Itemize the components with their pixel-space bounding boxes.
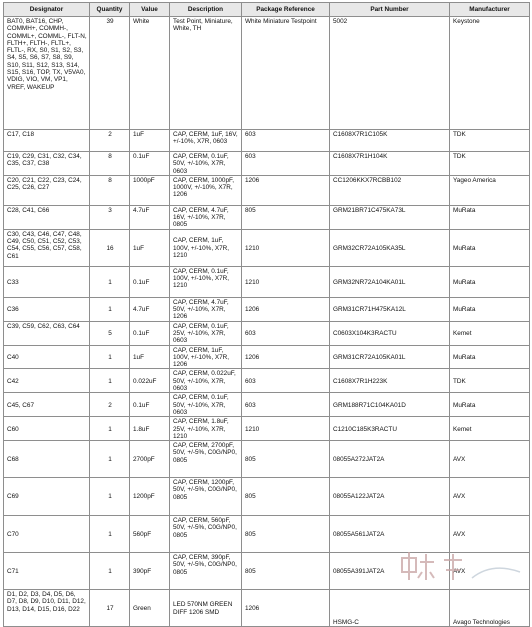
header-row <box>4 3 530 17</box>
designator-cell: C39, C59, C62, C63, C64 <box>4 321 90 345</box>
manufacturer-cell: AVX <box>450 478 530 516</box>
manufacturer-cell: MuRata <box>450 345 530 369</box>
table-row <box>4 393 530 417</box>
package-cell: 805 <box>242 478 330 516</box>
description-cell: CAP, CERM, 0.1uF, 50V, +/-10%, X7R, 0603 <box>170 393 242 417</box>
value-cell: 1uF <box>130 345 170 369</box>
value-cell: 0.1uF <box>130 266 170 297</box>
part-number-cell: 08055A391JAT2A <box>330 553 450 590</box>
package-cell: 1210 <box>242 417 330 441</box>
table-row <box>4 175 530 205</box>
description-cell: CAP, CERM, 0.1uF, 100V, +/-10%, X7R, 1210 <box>170 266 242 297</box>
package-cell: 603 <box>242 152 330 176</box>
quantity-cell: 1 <box>90 266 130 297</box>
designator-cell: C17, C18 <box>4 130 90 152</box>
quantity-cell: 2 <box>90 393 130 417</box>
quantity-cell: 1 <box>90 345 130 369</box>
part-number-cell: GRM31CR72A105KA01L <box>330 345 450 369</box>
description-cell: CAP, CERM, 390pF, 50V, +/-5%, C0G/NP0, 0805 <box>170 553 242 590</box>
manufacturer-cell: Keystone <box>450 17 530 130</box>
package-cell: 603 <box>242 321 330 345</box>
description-cell: CAP, CERM, 560pF, 50V, +/-5%, C0G/NP0, 0805 <box>170 516 242 553</box>
package-header: Package Reference <box>242 3 330 17</box>
quantity-cell: 8 <box>90 175 130 205</box>
value-cell: 1uF <box>130 130 170 152</box>
table-row <box>4 205 530 229</box>
part-number-cell: GRM21BR71C475KA73L <box>330 205 450 229</box>
quantity-cell: 39 <box>90 17 130 130</box>
package-cell: 1206 <box>242 590 330 627</box>
manufacturer-cell: AVX <box>450 441 530 478</box>
value-cell: 390pF <box>130 553 170 590</box>
table-row <box>4 17 530 130</box>
package-cell: White Miniature Testpoint <box>242 17 330 130</box>
value-cell: 1200pF <box>130 478 170 516</box>
manufacturer-header: Manufacturer <box>450 3 530 17</box>
designator-cell: C36 <box>4 297 90 321</box>
table-row <box>4 441 530 478</box>
table-row <box>4 266 530 297</box>
description-cell: LED 570NM GREEN DIFF 1206 SMD <box>170 590 242 627</box>
part-number-cell: 5002 <box>330 17 450 130</box>
value-cell: 1.8uF <box>130 417 170 441</box>
value-cell: 1000pF <box>130 175 170 205</box>
value-cell: 4.7uF <box>130 205 170 229</box>
manufacturer-cell: MuRata <box>450 205 530 229</box>
description-cell: CAP, CERM, 1uF, 100V, +/-10%, X7R, 1210 <box>170 229 242 266</box>
table-row <box>4 130 530 152</box>
quantity-cell: 1 <box>90 417 130 441</box>
manufacturer-cell: MuRata <box>450 266 530 297</box>
description-cell: CAP, CERM, 1uF, 100V, +/-10%, X7R, 1206 <box>170 345 242 369</box>
package-cell: 1210 <box>242 266 330 297</box>
value-cell: White <box>130 17 170 130</box>
part-number-cell: CC1206KKX7RCBB102 <box>330 175 450 205</box>
description-cell: CAP, CERM, 0.022uF, 50V, +/-10%, X7R, 0603 <box>170 369 242 393</box>
designator-cell: C28, C41, C66 <box>4 205 90 229</box>
description-cell: CAP, CERM, 0.1uF, 50V, +/-10%, X7R, 0603 <box>170 152 242 176</box>
description-cell: CAP, CERM, 1200pF, 50V, +/-5%, C0G/NP0, 0805 <box>170 478 242 516</box>
value-header: Value <box>130 3 170 17</box>
quantity-cell: 17 <box>90 590 130 627</box>
description-cell: CAP, CERM, 0.1uF, 25V, +/-10%, X7R, 0603 <box>170 321 242 345</box>
package-cell: 603 <box>242 130 330 152</box>
quantity-cell: 8 <box>90 152 130 176</box>
designator-cell: C30, C43, C46, C47, C48, C49, C50, C51, C52, C53, C54, C55, C56, C57, C58, C61 <box>4 229 90 266</box>
designator-header: Designator <box>4 3 90 17</box>
package-cell: 603 <box>242 369 330 393</box>
part-number-cell: C1210C185K3RACTU <box>330 417 450 441</box>
description-cell: Test Point, Miniature, White, TH <box>170 17 242 130</box>
part-number-cell: C1608X7R1H223K <box>330 369 450 393</box>
part-number-cell: HSMG-C <box>330 590 450 627</box>
package-cell: 805 <box>242 441 330 478</box>
part-number-cell: GRM188R71C104KA01D <box>330 393 450 417</box>
package-cell: 1206 <box>242 175 330 205</box>
manufacturer-cell: TDK <box>450 130 530 152</box>
manufacturer-cell: MuRata <box>450 393 530 417</box>
part-number-cell: 08055A122JAT2A <box>330 478 450 516</box>
table-row <box>4 553 530 590</box>
value-cell: 1uF <box>130 229 170 266</box>
quantity-cell: 5 <box>90 321 130 345</box>
designator-cell: C33 <box>4 266 90 297</box>
value-cell: 0.1uF <box>130 152 170 176</box>
part-number-cell: 08055A561JAT2A <box>330 516 450 553</box>
manufacturer-cell: AVX <box>450 516 530 553</box>
bom-table <box>3 2 530 627</box>
manufacturer-cell: Avago Technologies <box>450 590 530 627</box>
package-cell: 1206 <box>242 297 330 321</box>
manufacturer-cell: MuRata <box>450 229 530 266</box>
table-row <box>4 417 530 441</box>
package-cell: 805 <box>242 205 330 229</box>
table-row <box>4 152 530 176</box>
table-row <box>4 478 530 516</box>
package-cell: 805 <box>242 516 330 553</box>
part-number-cell: C0603X104K3RACTU <box>330 321 450 345</box>
description-cell: CAP, CERM, 1.8uF, 25V, +/-10%, X7R, 1210 <box>170 417 242 441</box>
quantity-cell: 1 <box>90 369 130 393</box>
quantity-cell: 1 <box>90 441 130 478</box>
value-cell: 560pF <box>130 516 170 553</box>
description-cell: CAP, CERM, 1uF, 16V, +/-10%, X7R, 0603 <box>170 130 242 152</box>
description-cell: CAP, CERM, 4.7uF, 50V, +/-10%, X7R, 1206 <box>170 297 242 321</box>
quantity-cell: 1 <box>90 516 130 553</box>
designator-cell: C45, C67 <box>4 393 90 417</box>
designator-cell: BAT0, BAT16, CHP, COMMH+, COMMH-, COMML+, COMML-, FLT-N, FLTH+, FLTH-, FLTL+, FLTL-, RX, S0, S1, S2, S3, S4, S5, S6, S7, S8, S9, S10, S11, S12, S13, S14, S15, S16, TOP, TX, V5VA0, VDIG, VIO, VM, VP1, VREF, WAKEUP <box>4 17 90 130</box>
part-number-cell: C1608X7R1H104K <box>330 152 450 176</box>
part-number-cell: GRM32NR72A104KA01L <box>330 266 450 297</box>
table-row <box>4 516 530 553</box>
package-cell: 805 <box>242 553 330 590</box>
quantity-cell: 3 <box>90 205 130 229</box>
quantity-cell: 1 <box>90 297 130 321</box>
value-cell: 0.022uF <box>130 369 170 393</box>
manufacturer-cell: Yageo America <box>450 175 530 205</box>
description-cell: CAP, CERM, 1000pF, 1000V, +/-10%, X7R, 1206 <box>170 175 242 205</box>
manufacturer-cell: TDK <box>450 152 530 176</box>
quantity-cell: 1 <box>90 478 130 516</box>
quantity-cell: 1 <box>90 553 130 590</box>
table-row <box>4 297 530 321</box>
manufacturer-cell: TDK <box>450 369 530 393</box>
designator-cell: C20, C21, C22, C23, C24, C25, C26, C27 <box>4 175 90 205</box>
value-cell: 4.7uF <box>130 297 170 321</box>
value-cell: 0.1uF <box>130 393 170 417</box>
designator-cell: D1, D2, D3, D4, D5, D6, D7, D8, D9, D10, D11, D12, D13, D14, D15, D16, D22 <box>4 590 90 627</box>
designator-cell: C40 <box>4 345 90 369</box>
description-cell: CAP, CERM, 4.7uF, 16V, +/-10%, X7R, 0805 <box>170 205 242 229</box>
designator-cell: C70 <box>4 516 90 553</box>
designator-cell: C42 <box>4 369 90 393</box>
table-row <box>4 369 530 393</box>
package-cell: 1210 <box>242 229 330 266</box>
designator-cell: C19, C29, C31, C32, C34, C35, C37, C38 <box>4 152 90 176</box>
package-cell: 603 <box>242 393 330 417</box>
designator-cell: C69 <box>4 478 90 516</box>
part-number-cell: GRM32CR72A105KA35L <box>330 229 450 266</box>
manufacturer-cell: AVX <box>450 553 530 590</box>
manufacturer-cell: MuRata <box>450 297 530 321</box>
package-cell: 1206 <box>242 345 330 369</box>
value-cell: 0.1uF <box>130 321 170 345</box>
table-row <box>4 345 530 369</box>
quantity-header: Quantity <box>90 3 130 17</box>
part-number-cell: 08055A272JAT2A <box>330 441 450 478</box>
designator-cell: C60 <box>4 417 90 441</box>
quantity-cell: 2 <box>90 130 130 152</box>
manufacturer-cell: Kemet <box>450 417 530 441</box>
part-number-cell: GRM31CR71H475KA12L <box>330 297 450 321</box>
designator-cell: C71 <box>4 553 90 590</box>
part-number-cell: C1608X7R1C105K <box>330 130 450 152</box>
table-row <box>4 321 530 345</box>
designator-cell: C68 <box>4 441 90 478</box>
description-header: Description <box>170 3 242 17</box>
manufacturer-cell: Kemet <box>450 321 530 345</box>
description-cell: CAP, CERM, 2700pF, 50V, +/-5%, C0G/NP0, 0805 <box>170 441 242 478</box>
quantity-cell: 16 <box>90 229 130 266</box>
value-cell: Green <box>130 590 170 627</box>
value-cell: 2700pF <box>130 441 170 478</box>
table-row <box>4 229 530 266</box>
table-row <box>4 590 530 627</box>
part-number-header: Part Number <box>330 3 450 17</box>
